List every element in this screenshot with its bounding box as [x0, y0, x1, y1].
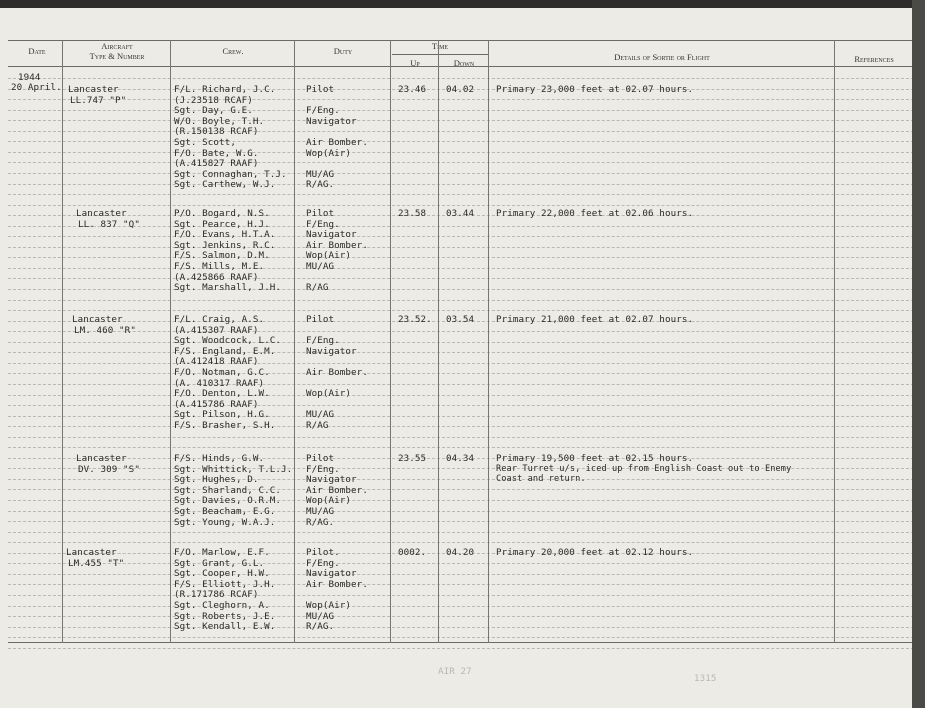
scan-right-edge [912, 0, 925, 708]
table-bottom-rule [8, 642, 914, 643]
crew-member-duty: Navigator [306, 229, 357, 240]
row-rule [8, 606, 914, 607]
crew-member-name: Sgt. Beacham, E.G. [174, 506, 276, 517]
row-rule [8, 500, 914, 501]
header-time-down: Down [453, 58, 475, 68]
row-rule [8, 405, 914, 406]
crew-member-duty: Wop(Air) [306, 495, 352, 506]
crew-member-duty: MU/AG [306, 169, 335, 180]
row-rule [8, 162, 914, 163]
column-rule [62, 40, 63, 643]
header-aircraft: Aircraft Type & Number [89, 41, 145, 61]
date-year: 1944 [18, 72, 41, 83]
row-rule [8, 236, 914, 237]
row-rule [8, 310, 914, 311]
sortie-details: Primary 22,000 feet at 02.06 hours. [496, 208, 694, 219]
row-rule [8, 352, 914, 353]
time-up: 0002. [398, 547, 427, 558]
crew-member-name: F/O. Denton, L.W. [174, 388, 270, 399]
crew-member-name: F/O. Notman, G.C. [174, 367, 270, 378]
row-rule [8, 331, 914, 332]
row-rule [8, 152, 914, 153]
row-rule [8, 99, 914, 100]
row-rule [8, 416, 914, 417]
crew-member-name: Sgt. Scott, [174, 137, 236, 148]
row-rule [8, 489, 914, 490]
crew-member-name: (A.415827 RAAF) [174, 158, 259, 169]
crew-member-duty: MU/AG [306, 611, 335, 622]
header-references: References [854, 54, 894, 64]
crew-member-name: Sgt. Kendall, E.W. [174, 621, 276, 632]
time-down: 03.54 [446, 314, 475, 325]
crew-member-name: W/O. Boyle, T.H. [174, 116, 265, 127]
aircraft-number: LM.455 "T" [68, 558, 125, 569]
row-rule [8, 110, 914, 111]
time-up: 23.52. [398, 314, 432, 325]
crew-member-duty: Wop(Air) [306, 600, 352, 611]
row-rule [8, 574, 914, 575]
crew-member-name: Sgt. Jenkins, R.C. [174, 240, 276, 251]
crew-member-duty: F/Eng. [306, 219, 340, 230]
crew-member-duty: F/Eng. [306, 105, 340, 116]
row-rule [8, 479, 914, 480]
time-up: 23.46 [398, 84, 427, 95]
sortie-details: Primary 21,000 feet at 02.07 hours. [496, 314, 694, 325]
crew-member-name: Sgt. Pilson, H.G. [174, 409, 270, 420]
sortie-details: Coast and return. [496, 474, 586, 484]
time-subheader-rule [392, 54, 488, 55]
crew-member-name: F/O. Bate, W.G. [174, 148, 259, 159]
crew-member-duty: R/AG. [306, 621, 335, 632]
column-rule [170, 40, 171, 643]
row-rule [8, 268, 914, 269]
row-rule [8, 226, 914, 227]
aircraft-type: Lancaster [66, 547, 117, 558]
crew-member-duty: Wop(Air) [306, 148, 352, 159]
header-details: Details of Sortie or Flight [614, 52, 710, 62]
column-rule [390, 40, 391, 643]
crew-member-name: F/O. Marlow, E.F. [174, 547, 270, 558]
crew-member-name: Sgt. Davies, O.R.M. [174, 495, 281, 506]
row-rule [8, 141, 914, 142]
row-rule [8, 532, 914, 533]
header-bottom-rule [8, 66, 914, 67]
row-rule [8, 131, 914, 132]
row-rule [8, 289, 914, 290]
crew-member-duty: Pilot [306, 84, 335, 95]
crew-member-duty: Navigator [306, 474, 357, 485]
aircraft-type: Lancaster [76, 453, 127, 464]
crew-member-name: F/S. Elliott, J.H. [174, 579, 276, 590]
column-rule [294, 40, 295, 643]
crew-member-duty: Navigator [306, 346, 357, 357]
crew-member-name: Sgt. Day, G.E. [174, 105, 253, 116]
row-rule [8, 363, 914, 364]
crew-member-duty: Pilot [306, 453, 335, 464]
row-rule [8, 278, 914, 279]
archive-reference-mid: AIR 27 [438, 666, 472, 677]
crew-member-duty: R/AG [306, 420, 329, 431]
row-rule [8, 205, 914, 206]
row-rule [8, 648, 914, 649]
crew-member-name: F/S. Mills, M.E. [174, 261, 265, 272]
crew-member-name: Sgt. Cooper, H.W. [174, 568, 270, 579]
sortie-details: Rear Turret u/s, iced up from English Coast out to Enemy [496, 464, 792, 474]
crew-member-duty: Navigator [306, 568, 357, 579]
crew-member-duty: R/AG. [306, 517, 335, 528]
row-rule [8, 78, 914, 79]
row-rule [8, 194, 914, 195]
archive-reference-right: 1315 [694, 673, 717, 684]
crew-member-name: F/S. England, E.M. [174, 346, 276, 357]
aircraft-type: Lancaster [72, 314, 123, 325]
crew-member-name: (R.150138 RCAF) [174, 126, 259, 137]
row-rule [8, 257, 914, 258]
crew-member-name: F/L. Craig, A.S. [174, 314, 265, 325]
column-rule [438, 40, 439, 643]
row-rule [8, 395, 914, 396]
header-time-up: Up [410, 58, 420, 68]
crew-member-duty: MU/AG [306, 261, 335, 272]
row-rule [8, 563, 914, 564]
crew-member-duty: MU/AG [306, 409, 335, 420]
time-down: 03.44 [446, 208, 475, 219]
row-rule [8, 120, 914, 121]
row-rule [8, 542, 914, 543]
header-crew: Crew. [222, 46, 244, 56]
crew-member-duty: Air Bomber. [306, 240, 368, 251]
crew-member-name: F/O. Evans, H.T.A. [174, 229, 276, 240]
row-rule [8, 173, 914, 174]
crew-member-duty: Air Bomber. [306, 485, 368, 496]
crew-member-name: Sgt. Pearce, H.J. [174, 219, 270, 230]
row-rule [8, 384, 914, 385]
crew-member-duty: Air Bomber. [306, 367, 368, 378]
row-rule [8, 426, 914, 427]
crew-member-duty: Air Bomber. [306, 137, 368, 148]
crew-member-name: Sgt. Marshall, J.H. [174, 282, 281, 293]
crew-member-name: F/S. Brasher, S.H. [174, 420, 276, 431]
crew-member-duty: F/Eng. [306, 464, 340, 475]
row-rule [8, 342, 914, 343]
aircraft-number: DV. 309 "S" [78, 464, 140, 475]
crew-member-duty: MU/AG [306, 506, 335, 517]
crew-member-duty: Wop(Air) [306, 250, 352, 261]
sortie-details: Primary 19,500 feet at 02.15 hours. [496, 453, 694, 464]
crew-member-name: (A. 410317 RAAF) [174, 378, 265, 389]
time-up: 23.55 [398, 453, 427, 464]
sortie-details: Primary 20,000 feet at 02.12 hours. [496, 547, 694, 558]
crew-member-name: Sgt. Grant, G.L. [174, 558, 265, 569]
crew-member-name: (J.23518 RCAF) [174, 95, 253, 106]
header-date: Date [28, 46, 46, 56]
aircraft-number: LL.747 "P" [70, 95, 127, 106]
crew-member-duty: Air Bomber. [306, 579, 368, 590]
sortie-details: Primary 23,000 feet at 02.07 hours. [496, 84, 694, 95]
time-down: 04.34 [446, 453, 475, 464]
row-rule [8, 300, 914, 301]
row-rule [8, 584, 914, 585]
crew-member-duty: Pilot [306, 208, 335, 219]
crew-member-name: Sgt. Roberts, J.E. [174, 611, 276, 622]
crew-member-name: Sgt. Whittick, T.L.J. [174, 464, 293, 475]
time-up: 23.58 [398, 208, 427, 219]
aircraft-type: Lancaster [68, 84, 119, 95]
aircraft-number: LL. 837 "Q" [78, 219, 140, 230]
row-rule [8, 184, 914, 185]
crew-member-name: F/L. Richard, J.C. [174, 84, 276, 95]
crew-member-name: Sgt. Carthew, W.J. [174, 179, 276, 190]
column-rule [834, 40, 835, 643]
crew-member-name: P/O. Bogard, N.S. [174, 208, 270, 219]
header-duty: Duty [333, 46, 353, 56]
operations-record-sheet [0, 8, 918, 708]
row-rule [8, 447, 914, 448]
row-rule [8, 247, 914, 248]
row-rule [8, 511, 914, 512]
crew-member-name: F/S. Salmon, D.M. [174, 250, 270, 261]
crew-member-duty: F/Eng. [306, 335, 340, 346]
crew-member-duty: F/Eng. [306, 558, 340, 569]
row-rule [8, 595, 914, 596]
row-rule [8, 437, 914, 438]
date-day: 20 April. [11, 82, 62, 93]
crew-member-name: (A.412418 RAAF) [174, 356, 259, 367]
time-down: 04.20 [446, 547, 475, 558]
crew-member-duty: Wop(Air) [306, 388, 352, 399]
crew-member-name: Sgt. Sharland, C.C. [174, 485, 281, 496]
crew-member-name: (A.425866 RAAF) [174, 272, 259, 283]
row-rule [8, 637, 914, 638]
crew-member-duty: Pilot [306, 314, 335, 325]
row-rule [8, 627, 914, 628]
crew-member-name: (A.415307 RAAF) [174, 325, 259, 336]
crew-member-name: Sgt. Cleghorn, A. [174, 600, 270, 611]
crew-member-duty: R/AG. [306, 179, 335, 190]
row-rule [8, 521, 914, 522]
crew-member-duty: Pilot. [306, 547, 340, 558]
crew-member-name: Sgt. Woodcock, L.C. [174, 335, 281, 346]
aircraft-type: Lancaster [76, 208, 127, 219]
crew-member-name: F/S. Hinds, G.W. [174, 453, 265, 464]
crew-member-name: Sgt. Young, W.A.J. [174, 517, 276, 528]
column-rule [488, 40, 489, 643]
header-top-rule [8, 40, 914, 41]
time-down: 04.02 [446, 84, 475, 95]
crew-member-duty: Navigator [306, 116, 357, 127]
crew-member-name: Sgt. Connaghan, T.J. [174, 169, 287, 180]
crew-member-name: (R.171786 RCAF) [174, 589, 259, 600]
aircraft-number: LM. 460 "R" [74, 325, 136, 336]
crew-member-name: Sgt. Hughes, D. [174, 474, 259, 485]
crew-member-duty: R/AG [306, 282, 329, 293]
header-time: Time [431, 41, 449, 51]
row-rule [8, 616, 914, 617]
row-rule [8, 373, 914, 374]
crew-member-name: (A.415786 RAAF) [174, 399, 259, 410]
